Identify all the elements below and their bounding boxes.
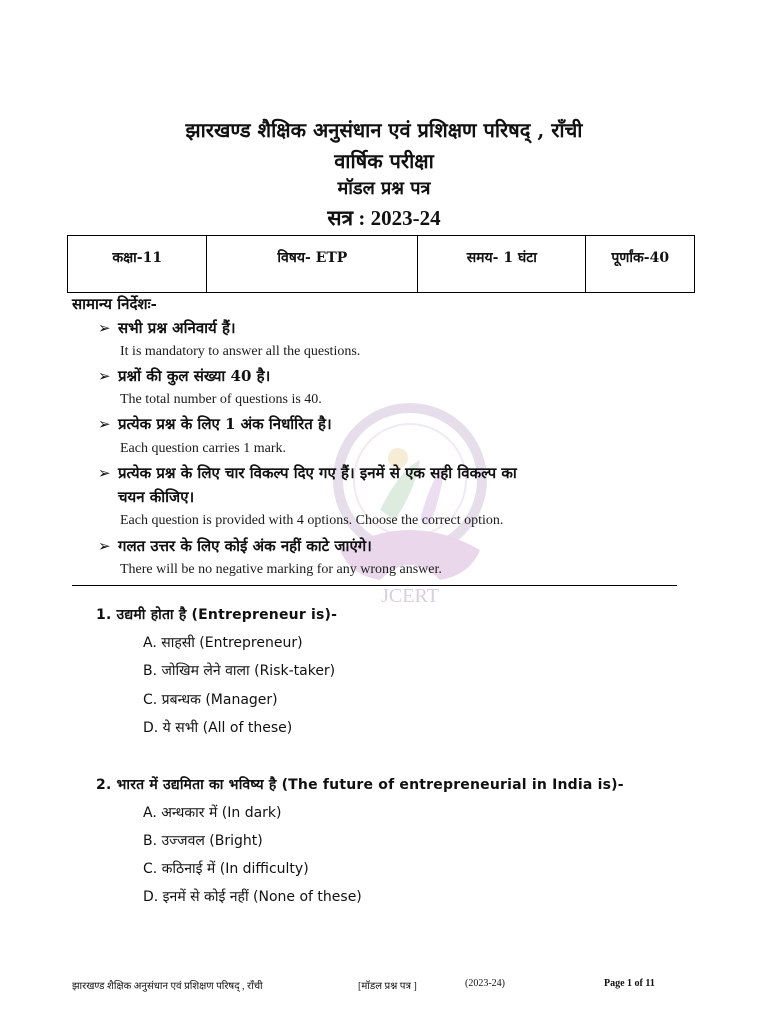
instruction-item: ➢ प्रत्येक प्रश्न के लिए 1 अंक निर्धारित है।	[98, 415, 332, 433]
instruction-item: ➢ प्रत्येक प्रश्न के लिए चार विकल्प दिए गए हैं। इनमें से एक सही विकल्प का	[98, 464, 517, 482]
instruction-english: There will be no negative marking for any wrong answer.	[120, 562, 442, 577]
watermark-text: JCERT	[381, 585, 439, 607]
question-1-option-b: B. जोखिम लेने वाला (Risk-taker)	[143, 663, 336, 679]
arrow-bullet-icon: ➢	[98, 464, 111, 482]
jcert-logo-icon	[320, 400, 500, 610]
question-2-option-a: A. अन्धकार में (In dark)	[143, 805, 282, 821]
instruction-item: ➢ सभी प्रश्न अनिवार्य हैं।	[98, 319, 236, 337]
header-paper-type: मॉडल प्रश्न पत्र	[337, 178, 431, 199]
footer-page-number: Page 1 of 11	[604, 978, 655, 989]
instruction-item: ➢ गलत उत्तर के लिए कोई अंक नहीं काटे जाएंगे।	[98, 537, 372, 555]
question-2-option-d: D. इनमें से कोई नहीं (None of these)	[143, 889, 362, 905]
info-class: कक्षा-11	[68, 236, 207, 293]
question-2-option-c: C. कठिनाई में (In difficulty)	[143, 861, 309, 877]
question-1-option-c: C. प्रबन्धक (Manager)	[143, 692, 278, 708]
header-org-name: झारखण्ड शैक्षिक अनुसंधान एवं प्रशिक्षण परिषद् , राँची	[185, 118, 583, 142]
footer-org: झारखण्ड शैक्षिक अनुसंधान एवं प्रशिक्षण परिषद् , राँची	[72, 981, 263, 992]
instruction-item: ➢ प्रश्नों की कुल संख्या 40 है।	[98, 367, 271, 385]
footer-year: (2023-24)	[465, 978, 505, 989]
instruction-english: Each question carries 1 mark.	[120, 441, 286, 456]
question-2-option-b: B. उज्जवल (Bright)	[143, 833, 263, 849]
arrow-bullet-icon: ➢	[98, 367, 111, 385]
arrow-bullet-icon: ➢	[98, 537, 111, 555]
info-table	[67, 235, 695, 293]
instruction-english: Each question is provided with 4 options. Choose the correct option.	[120, 513, 504, 528]
footer-doc-type: [मॉडल प्रश्न पत्र ]	[358, 981, 417, 992]
instruction-english: It is mandatory to answer all the questions.	[120, 344, 361, 359]
question-1: 1. उद्यमी होता है (Entrepreneur is)-	[96, 607, 338, 623]
arrow-bullet-icon: ➢	[98, 415, 111, 433]
info-time: समय- 1 घंटा	[418, 236, 586, 293]
instruction-english: The total number of questions is 40.	[120, 392, 322, 407]
question-1-option-a: A. साहसी (Entrepreneur)	[143, 635, 303, 651]
info-marks: पूर्णांक-40	[586, 236, 695, 293]
question-2: 2. भारत में उद्यमिता का भविष्य है (The future of entrepreneurial in India is)-	[96, 777, 624, 793]
instructions-title: सामान्य निर्देशः-	[72, 295, 157, 313]
header-exam-type: वार्षिक परीक्षा	[334, 149, 434, 173]
info-subject: विषय- ETP	[207, 236, 418, 293]
divider	[72, 585, 677, 586]
arrow-bullet-icon: ➢	[98, 319, 111, 337]
question-1-option-d: D. ये सभी (All of these)	[143, 720, 293, 736]
instruction-item-continuation: चयन कीजिए।	[118, 488, 195, 506]
header-session: सत्र : 2023-24	[327, 206, 441, 230]
